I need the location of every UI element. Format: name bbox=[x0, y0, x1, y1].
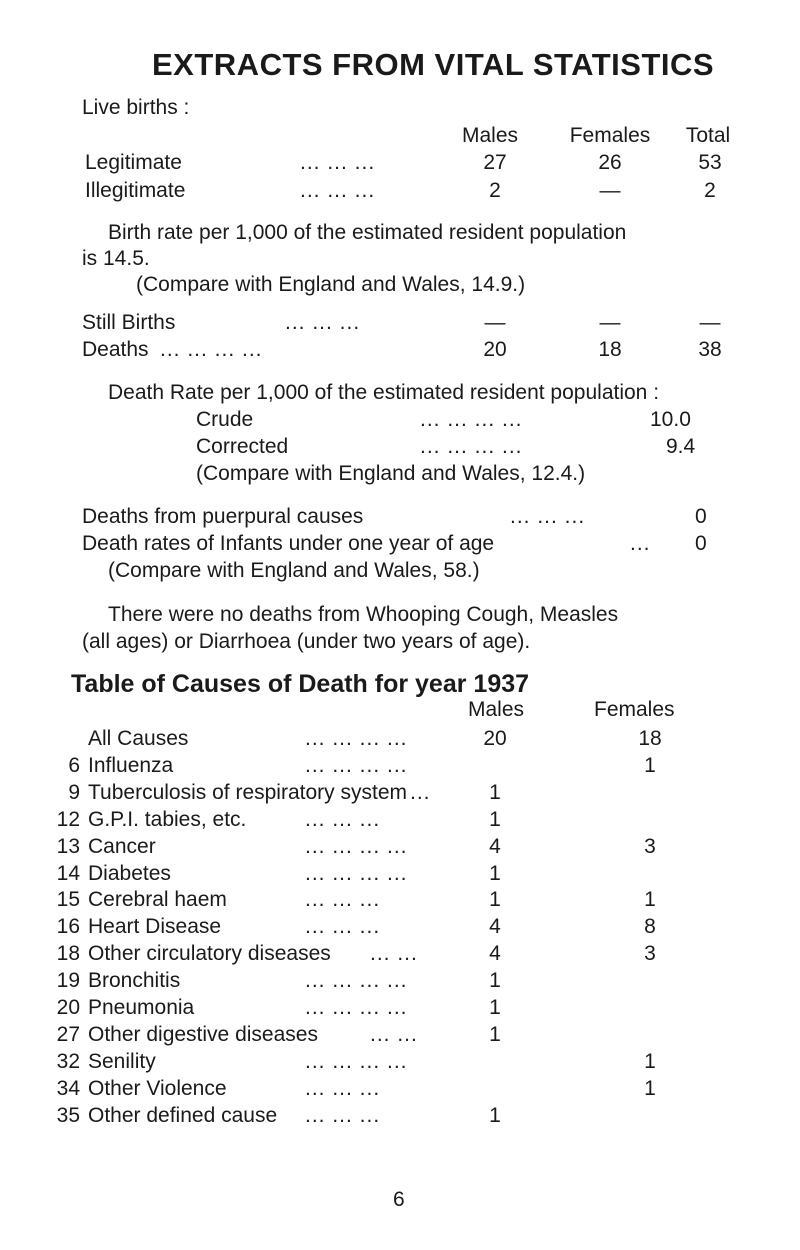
still-births-females: — bbox=[599, 311, 621, 334]
cause-males: 4 bbox=[489, 835, 501, 858]
row-dots: ... ... ... ... bbox=[420, 408, 523, 431]
cause-label: Other defined cause bbox=[88, 1104, 278, 1127]
whooping-line2: (all ages) or Diarrhoea (under two years of age). bbox=[82, 630, 531, 653]
col-header-females: Females bbox=[569, 124, 651, 147]
cause-number: 16 bbox=[56, 915, 80, 938]
row-dots: ... bbox=[630, 532, 651, 555]
row-dots: ... ... ... ... bbox=[305, 969, 408, 992]
illegitimate-males: 2 bbox=[489, 179, 501, 202]
cause-number: 13 bbox=[56, 835, 80, 858]
cause-label: Other circulatory diseases bbox=[88, 942, 331, 965]
cause-number: 20 bbox=[56, 996, 80, 1019]
row-dots: ... ... ... bbox=[305, 808, 381, 831]
live-births-heading: Live births : bbox=[82, 96, 190, 119]
infant-death-value: 0 bbox=[695, 532, 707, 555]
infant-death-label: Death rates of Infants under one year of age bbox=[82, 532, 495, 555]
cause-females: 18 bbox=[638, 727, 662, 750]
cause-label: Tuberculosis of respiratory system bbox=[88, 781, 407, 804]
row-dots: ... ... ... ... bbox=[305, 835, 408, 858]
row-dots: ... ... bbox=[370, 1023, 418, 1046]
birth-rate-line2: is 14.5. bbox=[82, 247, 150, 270]
cause-males: 1 bbox=[489, 781, 501, 804]
cause-label: Other Violence bbox=[88, 1077, 227, 1100]
cause-label: Heart Disease bbox=[88, 915, 222, 938]
cause-number: 14 bbox=[56, 862, 80, 885]
puerperal-label: Deaths from puerpural causes bbox=[82, 505, 364, 528]
death-rate-crude-value: 10.0 bbox=[650, 408, 691, 431]
birth-rate-compare: (Compare with England and Wales, 14.9.) bbox=[136, 273, 526, 296]
cause-number: 32 bbox=[56, 1050, 80, 1073]
row-dots: ... ... ... ... bbox=[305, 862, 408, 885]
cause-number: 35 bbox=[56, 1104, 80, 1127]
cause-number: 12 bbox=[56, 808, 80, 831]
row-dots: ... ... ... bbox=[300, 179, 376, 202]
cause-number: 27 bbox=[56, 1023, 80, 1046]
cause-females: 8 bbox=[644, 915, 656, 938]
row-label-illegitimate: Illegitimate bbox=[85, 179, 186, 202]
cause-males: 4 bbox=[489, 942, 501, 965]
cause-males: 4 bbox=[489, 915, 501, 938]
row-dots: ... ... ... bbox=[285, 311, 361, 334]
illegitimate-females: — bbox=[599, 179, 621, 202]
row-dots: ... ... bbox=[370, 942, 418, 965]
cause-males: 1 bbox=[489, 1104, 501, 1127]
row-dots: ... ... ... bbox=[305, 1077, 381, 1100]
row-dots: ... ... ... bbox=[510, 505, 586, 528]
legitimate-males: 27 bbox=[483, 151, 507, 174]
still-births-total: — bbox=[699, 311, 721, 334]
cause-label: Pneumonia bbox=[88, 996, 195, 1019]
deaths-females: 18 bbox=[598, 338, 622, 361]
still-births-males: — bbox=[484, 311, 506, 334]
infant-compare: (Compare with England and Wales, 58.) bbox=[108, 559, 480, 582]
cause-number: 9 bbox=[68, 781, 80, 804]
row-dots: ... ... ... bbox=[305, 915, 381, 938]
cause-females: 1 bbox=[644, 1050, 656, 1073]
cause-females: 1 bbox=[644, 754, 656, 777]
death-rate-corrected-label: Corrected bbox=[196, 435, 289, 458]
cause-number: 19 bbox=[56, 969, 80, 992]
cause-number: 15 bbox=[56, 888, 80, 911]
death-rate-crude-label: Crude bbox=[196, 408, 254, 431]
deaths-total: 38 bbox=[698, 338, 722, 361]
row-dots: ... ... ... ... bbox=[305, 996, 408, 1019]
row-dots: ... ... ... ... bbox=[305, 727, 408, 750]
cause-males: 1 bbox=[489, 808, 501, 831]
row-dots: ... bbox=[410, 781, 431, 804]
cause-label: All Causes bbox=[88, 727, 189, 750]
cause-label: Influenza bbox=[88, 754, 174, 777]
deaths-label: Deaths bbox=[82, 338, 149, 361]
cause-females: 1 bbox=[644, 888, 656, 911]
cause-females: 3 bbox=[644, 835, 656, 858]
legitimate-total: 53 bbox=[698, 151, 722, 174]
cause-males: 1 bbox=[489, 888, 501, 911]
cause-label: Bronchitis bbox=[88, 969, 181, 992]
cause-males: 1 bbox=[489, 1023, 501, 1046]
col-header-total: Total bbox=[685, 124, 731, 147]
row-dots: ... ... ... ... bbox=[420, 435, 523, 458]
row-dots: ... ... ... ... bbox=[305, 1050, 408, 1073]
cause-label: Diabetes bbox=[88, 862, 171, 885]
death-rate-heading: Death Rate per 1,000 of the estimated resident population : bbox=[108, 381, 660, 404]
deaths-males: 20 bbox=[483, 338, 507, 361]
row-dots: ... ... ... bbox=[305, 888, 381, 911]
legitimate-females: 26 bbox=[598, 151, 622, 174]
causes-table-heading: Table of Causes of Death for year 1937 bbox=[71, 670, 530, 698]
cause-number: 34 bbox=[56, 1077, 80, 1100]
row-label-legitimate: Legitimate bbox=[85, 151, 182, 174]
cause-label: Cancer bbox=[88, 835, 156, 858]
death-rate-corrected-value: 9.4 bbox=[666, 435, 696, 458]
illegitimate-total: 2 bbox=[704, 179, 716, 202]
whooping-line1: There were no deaths from Whooping Cough, Measles bbox=[108, 603, 619, 626]
cause-label: Other digestive diseases bbox=[88, 1023, 318, 1046]
page-number: 6 bbox=[393, 1188, 405, 1211]
cause-females: 1 bbox=[644, 1077, 656, 1100]
cause-females: 3 bbox=[644, 942, 656, 965]
cause-label: Senility bbox=[88, 1050, 156, 1073]
birth-rate-line1: Birth rate per 1,000 of the estimated resident population bbox=[108, 221, 627, 244]
causes-col-females: Females bbox=[594, 698, 675, 721]
cause-males: 20 bbox=[483, 727, 507, 750]
cause-males: 1 bbox=[489, 969, 501, 992]
row-dots: ... ... ... ... bbox=[160, 338, 263, 361]
row-dots: ... ... ... bbox=[305, 1104, 381, 1127]
cause-number: 18 bbox=[56, 942, 80, 965]
cause-males: 1 bbox=[489, 862, 501, 885]
cause-label: G.P.I. tabies, etc. bbox=[88, 808, 247, 831]
col-header-males: Males bbox=[461, 124, 519, 147]
row-dots: ... ... ... ... bbox=[305, 754, 408, 777]
puerperal-value: 0 bbox=[695, 505, 707, 528]
cause-label: Cerebral haem bbox=[88, 888, 227, 911]
causes-col-males: Males bbox=[468, 698, 525, 721]
still-births-label: Still Births bbox=[82, 311, 176, 334]
cause-males: 1 bbox=[489, 996, 501, 1019]
cause-number: 6 bbox=[68, 754, 80, 777]
row-dots: ... ... ... bbox=[300, 151, 376, 174]
page-title: EXTRACTS FROM VITAL STATISTICS bbox=[152, 47, 715, 82]
death-rate-compare: (Compare with England and Wales, 12.4.) bbox=[196, 462, 586, 485]
